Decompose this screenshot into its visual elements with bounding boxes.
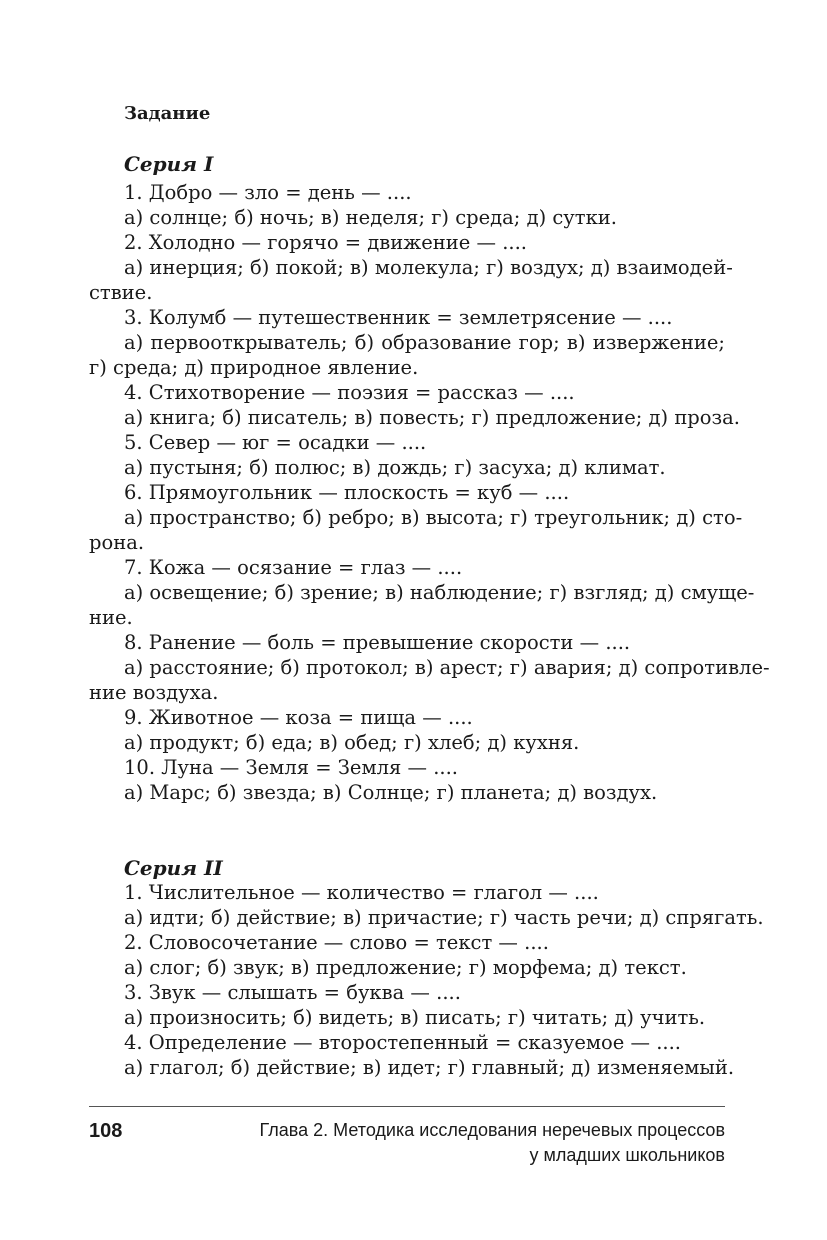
question-10: 10. Луна — Земля = Земля — ....	[124, 756, 458, 779]
answer-options-2: а) слог; б) звук; в) предложение; г) морфема; д) текст.	[124, 956, 687, 979]
question-1: 1. Числительное — количество = глагол — ....	[124, 881, 599, 904]
answer-options-3: а) первооткрыватель; б) образование гор; в) извержение;	[124, 331, 725, 354]
answer-options-6-continuation: рона.	[89, 531, 145, 554]
answer-options-7-continuation: ние.	[89, 606, 133, 629]
answer-options-8: а) расстояние; б) протокол; в) арест; г) авария; д) сопротивле-	[124, 656, 770, 679]
question-4: 4. Стихотворение — поэзия = рассказ — ....	[124, 381, 575, 404]
section-heading: Задание	[124, 103, 211, 124]
answer-options-1: а) идти; б) действие; в) причастие; г) часть речи; д) спрягать.	[124, 906, 764, 929]
answer-options-9: а) продукт; б) еда; в) обед; г) хлеб; д) кухня.	[124, 731, 580, 754]
answer-options-3: а) произносить; б) видеть; в) писать; г) читать; д) учить.	[124, 1006, 706, 1029]
answer-options-2: а) инерция; б) покой; в) молекула; г) воздух; д) взаимодей-	[124, 256, 733, 279]
question-7: 7. Кожа — осязание = глаз — ....	[124, 556, 463, 579]
question-9: 9. Животное — коза = пища — ....	[124, 706, 473, 729]
answer-options-7: а) освещение; б) зрение; в) наблюдение; г) взгляд; д) смуще-	[124, 581, 755, 604]
series-2-title: Серия II	[124, 856, 223, 880]
question-3: 3. Звук — слышать = буква — ....	[124, 981, 461, 1004]
answer-options-5: а) пустыня; б) полюс; в) дождь; г) засуха; д) климат.	[124, 456, 666, 479]
answer-options-8-continuation: ние воздуха.	[89, 681, 219, 704]
question-4: 4. Определение — второстепенный = сказуемое — ....	[124, 1031, 681, 1054]
answer-options-1: а) солнце; б) ночь; в) неделя; г) среда; д) сутки.	[124, 206, 617, 229]
question-2: 2. Холодно — горячо = движение — ....	[124, 231, 527, 254]
question-8: 8. Ранение — боль = превышение скорости — ....	[124, 631, 631, 654]
question-5: 5. Север — юг = осадки — ....	[124, 431, 427, 454]
running-title-line-1: Глава 2. Методика исследования неречевых процессов	[259, 1120, 725, 1140]
running-title	[260, 1118, 725, 1168]
question-1: 1. Добро — зло = день — ....	[124, 181, 412, 204]
answer-options-3-continuation: г) среда; д) природное явление.	[89, 356, 419, 379]
footer-divider	[89, 1106, 725, 1107]
question-2: 2. Словосочетание — слово = текст — ....	[124, 931, 549, 954]
answer-options-4: а) книга; б) писатель; в) повесть; г) предложение; д) проза.	[124, 406, 740, 429]
answer-options-10: а) Марс; б) звезда; в) Солнце; г) планета; д) воздух.	[124, 781, 658, 804]
answer-options-6: а) пространство; б) ребро; в) высота; г) треугольник; д) сто-	[124, 506, 743, 529]
series-1-title: Серия I	[124, 152, 214, 176]
answer-options-2-continuation: ствие.	[89, 281, 153, 304]
running-title-line-2: у младших школьников	[529, 1145, 725, 1165]
question-3: 3. Колумб — путешественник = землетрясение — ....	[124, 306, 673, 329]
answer-options-4: а) глагол; б) действие; в) идет; г) главный; д) изменяемый.	[124, 1056, 735, 1079]
page-number: 108	[89, 1120, 123, 1142]
question-6: 6. Прямоугольник — плоскость = куб — ....	[124, 481, 570, 504]
